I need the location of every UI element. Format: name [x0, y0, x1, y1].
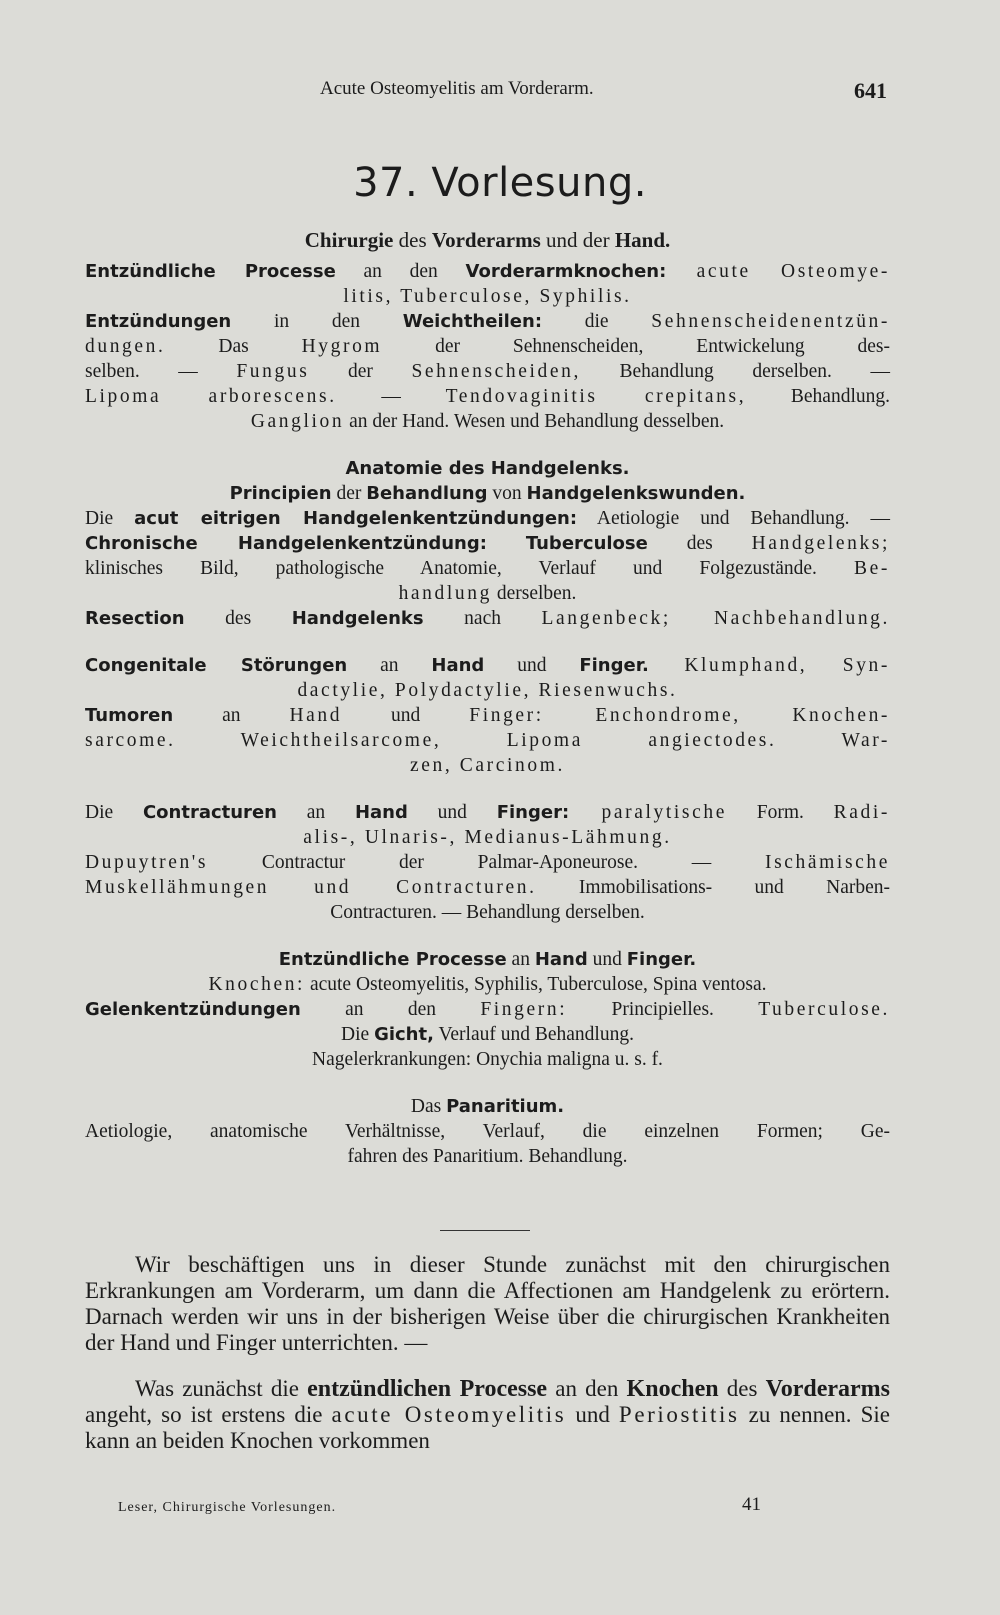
summary-text: fahren des Panaritium. Behandlung.: [347, 1146, 628, 1167]
summary-text: sarcome. Weichtheilsarcome, Lipoma angiectodes. War-: [85, 730, 890, 751]
summary-text: Panaritium.: [446, 1096, 565, 1117]
body-span: Periostitis: [618, 1402, 740, 1427]
summary-text: Die: [85, 802, 143, 823]
summary-text: acute Osteomyelitis, Syphilis, Tuberculose, Spina ventosa.: [305, 974, 767, 995]
summary-text: Die: [341, 1024, 375, 1045]
summary-text: Chirurgie: [304, 228, 394, 252]
summary-text: zen, Carcinom.: [410, 755, 565, 776]
summary-line: [85, 997, 890, 1022]
summary-text: Contracturen: [142, 802, 277, 823]
summary-text: die: [542, 311, 652, 332]
summary-text: Die: [85, 508, 135, 529]
summary-line: [85, 384, 890, 409]
summary-text: Handgelenks;: [751, 533, 891, 554]
summary-text: Finger.: [579, 655, 649, 676]
summary-text: Behandlung derselben. —: [580, 361, 890, 382]
summary-text: alis-, Ulnaris-, Medianus-Lähmung.: [303, 827, 672, 848]
summary-line: [85, 653, 890, 678]
summary-text: Immobilisations- und Narben-: [536, 877, 891, 898]
body-span: und: [566, 1402, 619, 1427]
footer-author: Leser, Chirurgische Vorlesungen.: [118, 1500, 337, 1515]
summary-text: Nagelerkrankungen: Onychia maligna u. s. f.: [312, 1049, 663, 1070]
summary-text: der: [309, 361, 412, 382]
summary-text: derselben.: [491, 583, 577, 604]
summary-text: Aetiologie und Behandlung. —: [577, 508, 890, 529]
summary-text: des: [647, 533, 752, 554]
summary-line: [85, 900, 890, 925]
summary-text: Resection: [85, 608, 185, 629]
summary-text: Handgelenkswunden.: [526, 483, 746, 504]
summary-text: Behandlung.: [746, 386, 891, 407]
body-span: Knochen: [626, 1376, 719, 1402]
summary-heading: [85, 228, 890, 253]
summary-text: Ganglion: [250, 411, 345, 432]
summary-text: Sehnenscheidenentzün-: [651, 311, 890, 332]
summary-line: [85, 481, 890, 506]
summary-line: [85, 409, 890, 434]
lecture-summary: [85, 228, 890, 1169]
summary-text: Contracturen. — Behandlung derselben.: [330, 902, 645, 923]
running-title: Acute Osteomyelitis am Vorderarm.: [320, 78, 594, 99]
summary-text: selben. —: [85, 361, 237, 382]
summary-line: [85, 1144, 890, 1169]
summary-text: Verlauf und Behandlung.: [433, 1024, 634, 1045]
summary-text: an: [276, 802, 355, 823]
summary-text: Das: [410, 1096, 447, 1117]
summary-text: Fungus: [236, 361, 310, 382]
summary-text: und: [587, 949, 627, 970]
summary-text: acute Osteomye-: [666, 261, 891, 282]
summary-text: Principielles.: [567, 999, 759, 1020]
summary-text: des: [184, 608, 292, 629]
summary-text: in den: [231, 311, 403, 332]
summary-text: litis, Tuberculose, Syphilis.: [343, 286, 632, 307]
body-span: an den: [547, 1376, 627, 1401]
body-span: zu nennen. Sie kann an beiden Knochen vorkommen: [85, 1402, 891, 1453]
summary-text: Anatomie des Handgelenks.: [345, 458, 630, 479]
summary-text: Das: [165, 336, 302, 357]
body-span: entzündlichen Processe: [307, 1376, 548, 1402]
paragraph: Wir beschäftigen uns in dieser Stunde zunächst mit den chirurgischen Erkrankungen am Vorderarm, um dann die Affectionen am Handgelenk zu erörtern. Darnach werden wir uns in der bisherigen Weise über die chirurgischen Krankheiten der Hand und Finger unterrichten. —: [85, 1252, 890, 1355]
summary-line: [85, 678, 890, 703]
summary-line: [85, 581, 890, 606]
summary-text: Aetiologie, anatomische Verhältnisse, Verlauf, die einzelnen Formen; Ge-: [85, 1121, 890, 1142]
body-span: acute Osteomyelitis: [331, 1402, 567, 1427]
summary-text: dungen.: [85, 336, 166, 357]
summary-line: [85, 456, 890, 481]
summary-text: an: [506, 949, 535, 970]
section-divider: [440, 1230, 530, 1231]
summary-text: Hand: [289, 705, 343, 726]
summary-text: an: [347, 655, 432, 676]
summary-text: und: [484, 655, 580, 676]
summary-text: Principien: [229, 483, 332, 504]
summary-text: paralytische: [569, 802, 727, 823]
summary-line: [85, 506, 890, 531]
summary-text: Radi-: [833, 802, 890, 823]
summary-line: [85, 284, 890, 309]
summary-line: [85, 947, 890, 972]
summary-text: Klumphand, Syn-: [648, 655, 891, 676]
summary-line: [85, 556, 890, 581]
summary-line: [85, 825, 890, 850]
summary-text: Gelenkentzündungen: [85, 999, 301, 1020]
summary-line: [85, 359, 890, 384]
body-span: Vorderarms: [765, 1376, 890, 1402]
summary-text: Fingern:: [480, 999, 568, 1020]
summary-text: Langenbeck;: [541, 608, 671, 629]
summary-line: [85, 1022, 890, 1047]
summary-text: Tuberculose: [525, 533, 648, 554]
summary-line: [85, 309, 890, 334]
summary-text: Sehnenscheiden,: [411, 361, 581, 382]
summary-text: Form.: [726, 802, 834, 823]
summary-text: an: [173, 705, 290, 726]
summary-text: Vorderarmknochen:: [465, 261, 667, 282]
summary-text: [487, 533, 526, 554]
summary-text: und der: [540, 228, 615, 252]
summary-line: [85, 1119, 890, 1144]
summary-text: Entzündliche Processe: [278, 949, 507, 970]
summary-line: [85, 850, 890, 875]
summary-text: Handgelenks: [291, 608, 424, 629]
summary-text: Weichtheilen:: [402, 311, 543, 332]
summary-text: Dupuytren's: [85, 852, 209, 873]
summary-text: Gicht,: [374, 1024, 434, 1045]
summary-line: [85, 875, 890, 900]
summary-text: Behandlung: [366, 483, 488, 504]
summary-text: an den: [335, 261, 466, 282]
summary-text: Be-: [854, 558, 890, 579]
running-head: [0, 78, 1000, 108]
summary-text: Hand.: [614, 228, 671, 252]
summary-text: Hand: [431, 655, 485, 676]
summary-text: Congenitale Störungen: [85, 655, 348, 676]
summary-text: Hygrom: [301, 336, 383, 357]
summary-text: Tendovaginitis crepitans,: [445, 386, 747, 407]
body-span: Was zunächst die: [135, 1376, 308, 1401]
summary-text: nach: [423, 608, 542, 629]
summary-text: der: [331, 483, 367, 504]
summary-text: Muskellähmungen und Contracturen.: [85, 877, 537, 898]
summary-text: Vorderarms: [431, 228, 541, 252]
summary-text: Finger: Enchondrome, Knochen-: [469, 705, 891, 726]
summary-text: Entzündungen: [85, 311, 232, 332]
summary-text: Finger.: [626, 949, 697, 970]
summary-line: [85, 800, 890, 825]
summary-text: und: [407, 802, 497, 823]
paragraph: [85, 1376, 890, 1454]
summary-text: an den: [300, 999, 481, 1020]
summary-text: —: [336, 386, 446, 407]
summary-text: an der Hand. Wesen und Behandlung desselben.: [344, 411, 725, 432]
summary-text: handlung: [398, 583, 492, 604]
summary-text: Nachbehandlung.: [670, 608, 890, 629]
summary-text: von: [487, 483, 527, 504]
summary-line: [85, 728, 890, 753]
summary-text: acut eitrigen Handgelenkentzündungen:: [134, 508, 578, 529]
signature-mark: 41: [742, 1494, 761, 1515]
summary-line: [85, 606, 890, 631]
body-text: [85, 1252, 890, 1454]
page-footer: [118, 1494, 888, 1524]
body-span: angeht, so ist erstens die: [85, 1402, 332, 1427]
summary-text: der Sehnenscheiden, Entwickelung des-: [382, 336, 890, 357]
summary-text: Knochen:: [208, 974, 306, 995]
summary-text: Hand: [534, 949, 588, 970]
summary-text: Chronische Handgelenkentzündung:: [85, 533, 487, 554]
summary-text: Hand: [354, 802, 408, 823]
summary-line: [85, 753, 890, 778]
summary-line: [85, 1094, 890, 1119]
summary-line: [85, 1047, 890, 1072]
summary-text: Tuberculose.: [758, 999, 891, 1020]
summary-line: [85, 531, 890, 556]
lecture-title: 37. Vorlesung.: [353, 160, 647, 206]
summary-text: Contractur der Palmar-Aponeurose. —: [208, 852, 766, 873]
summary-text: Lipoma arborescens.: [85, 386, 337, 407]
summary-line: [85, 972, 890, 997]
summary-text: Ischämische: [765, 852, 890, 873]
summary-text: dactylie, Polydactylie, Riesenwuchs.: [297, 680, 678, 701]
summary-line: [85, 259, 890, 284]
summary-text: und: [342, 705, 470, 726]
page-number: 641: [854, 78, 887, 103]
body-span: des: [718, 1376, 766, 1401]
summary-text: Tumoren: [85, 705, 174, 726]
summary-line: [85, 334, 890, 359]
summary-text: Finger:: [496, 802, 570, 823]
summary-text: klinisches Bild, pathologische Anatomie, Verlauf und Folgezustände.: [85, 558, 855, 579]
summary-line: [85, 703, 890, 728]
summary-text: des: [393, 228, 432, 252]
summary-text: Entzündliche Processe: [85, 261, 336, 282]
